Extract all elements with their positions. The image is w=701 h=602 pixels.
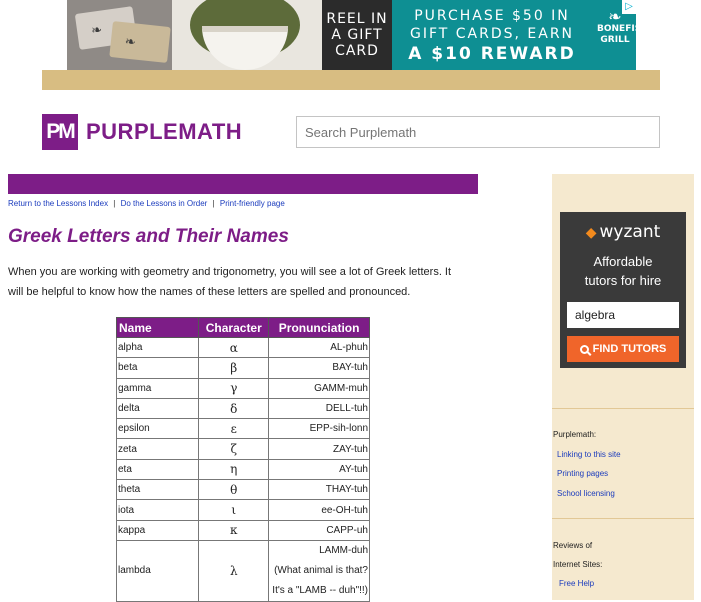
lessons-in-order-link[interactable]: Do the Lessons in Order (120, 199, 208, 208)
pronunciation-cell: DELL-tuh (269, 398, 370, 418)
table-row (117, 480, 370, 500)
letter-character-cell: ε (199, 419, 269, 439)
letter-character-cell: α (199, 338, 269, 358)
column-header-pronunciation: Pronunciation (269, 318, 370, 338)
wyzant-tagline-line: tutors for hire (584, 273, 662, 288)
ad-choices-icon[interactable]: ▷ (622, 0, 636, 14)
search-icon (580, 345, 589, 354)
pronunciation-line: LAMM-duh (319, 544, 368, 556)
wyzant-ad (560, 212, 686, 368)
letter-name-cell: eta (117, 459, 199, 479)
pronunciation-note: It's a "LAMB -- duh"!!) (272, 584, 368, 596)
nav-separator: | (212, 199, 215, 208)
letter-character-cell: θ (199, 480, 269, 500)
purplemath-logo[interactable] (42, 114, 242, 150)
nav-separator: | (113, 199, 116, 208)
pronunciation-cell (269, 540, 370, 601)
logo-mark: PM (42, 114, 78, 150)
wyzant-crown-icon: ◆ (585, 225, 597, 241)
fish-icon: ❧ (90, 22, 104, 40)
ad-brand-name: GRILL (600, 35, 630, 45)
printing-pages-link[interactable]: Printing pages (557, 469, 609, 478)
letter-character-cell: λ (199, 540, 269, 601)
ad-banner[interactable] (67, 0, 649, 70)
letter-name-cell: lambda (117, 540, 199, 601)
fish-logo-icon: ❧ (608, 7, 622, 26)
logo-text: PURPLEMATH (86, 119, 243, 144)
table-row (117, 378, 370, 398)
content-header-bar (8, 174, 478, 194)
sidebar-divider (552, 518, 694, 519)
ad-offer-text (392, 0, 592, 70)
school-licensing-link[interactable]: School licensing (557, 489, 615, 498)
table-row (117, 338, 370, 358)
header-divider-bar (42, 70, 660, 90)
table-row (117, 520, 370, 540)
table-row (117, 439, 370, 459)
tutor-subject-input[interactable] (567, 302, 679, 328)
bowl-graphic (202, 26, 288, 70)
ad-brand-logo (597, 7, 649, 60)
letter-name-cell: epsilon (117, 419, 199, 439)
table-row (117, 540, 370, 601)
letter-name-cell: iota (117, 500, 199, 520)
sidebar-section-title: Internet Sites: (553, 560, 603, 569)
ad-offer-line: GIFT CARDS, EARN (409, 26, 575, 42)
sidebar-section-title: Purplemath: (553, 430, 597, 439)
print-friendly-link[interactable]: Print-friendly page (219, 199, 285, 208)
linking-to-site-link[interactable]: Linking to this site (557, 450, 621, 459)
letter-character-cell: γ (199, 378, 269, 398)
letter-character-cell: δ (199, 398, 269, 418)
pronunciation-cell: EPP-sih-lonn (269, 419, 370, 439)
pronunciation-note: (What animal is that? (274, 564, 368, 576)
wyzant-tagline-line: Affordable (593, 254, 653, 269)
gift-card-graphic (109, 21, 170, 63)
wyzant-tagline (560, 252, 686, 290)
ad-text-line: REEL IN (326, 11, 388, 27)
wyzant-logo-text: wyzant (599, 222, 661, 242)
letter-character-cell: κ (199, 520, 269, 540)
search-input[interactable] (296, 116, 660, 148)
letter-name-cell: zeta (117, 439, 199, 459)
letter-name-cell: kappa (117, 520, 199, 540)
letter-character-cell: β (199, 358, 269, 378)
pronunciation-cell: AY-tuh (269, 459, 370, 479)
fish-icon: ❧ (124, 34, 137, 51)
lesson-nav-links (8, 199, 285, 208)
letter-character-cell: ι (199, 500, 269, 520)
pronunciation-cell: CAPP-uh (269, 520, 370, 540)
intro-paragraph: When you are working with geometry and trigonometry, you will see a lot of Greek letters. It will be helpful to know how the names of these letters are spelled and pronounced. (8, 266, 452, 298)
table-row (117, 398, 370, 418)
ad-food-image (172, 0, 322, 70)
find-tutors-button[interactable] (567, 336, 679, 362)
wyzant-logo (560, 222, 686, 242)
table-row (117, 419, 370, 439)
letter-name-cell: theta (117, 480, 199, 500)
table-row (117, 500, 370, 520)
find-tutors-label: FIND TUTORS (592, 343, 667, 355)
column-header-name: Name (117, 318, 199, 338)
sidebar-divider (552, 408, 694, 409)
table-row (117, 459, 370, 479)
sidebar-section-title: Reviews of (553, 541, 593, 550)
letter-name-cell: gamma (117, 378, 199, 398)
ad-text-line: CARD (335, 43, 379, 59)
pronunciation-cell: GAMM-muh (269, 378, 370, 398)
free-help-link[interactable]: Free Help (559, 579, 595, 588)
ad-offer-line: A $10 REWARD (408, 44, 576, 64)
letter-name-cell: alpha (117, 338, 199, 358)
ad-reel-in-text (322, 0, 392, 70)
table-row (117, 358, 370, 378)
ad-gift-cards-image (67, 0, 172, 70)
ad-offer-line: PURCHASE $50 IN (414, 8, 570, 24)
ad-brand-name: BONEFISH (597, 24, 649, 34)
letter-name-cell: delta (117, 398, 199, 418)
column-header-character: Character (199, 318, 269, 338)
pronunciation-cell: ZAY-tuh (269, 439, 370, 459)
letter-name-cell: beta (117, 358, 199, 378)
letter-character-cell: ζ (199, 439, 269, 459)
pronunciation-cell: BAY-tuh (269, 358, 370, 378)
ad-text-line: A GIFT (331, 27, 383, 43)
pronunciation-cell: AL-phuh (269, 338, 370, 358)
letter-character-cell: η (199, 459, 269, 479)
table-header-row (117, 318, 370, 338)
return-to-index-link[interactable]: Return to the Lessons Index (8, 199, 109, 208)
page-title: Greek Letters and Their Names (8, 226, 289, 247)
pronunciation-cell: ee-OH-tuh (269, 500, 370, 520)
greek-letters-table (116, 317, 370, 602)
pronunciation-cell: THAY-tuh (269, 480, 370, 500)
